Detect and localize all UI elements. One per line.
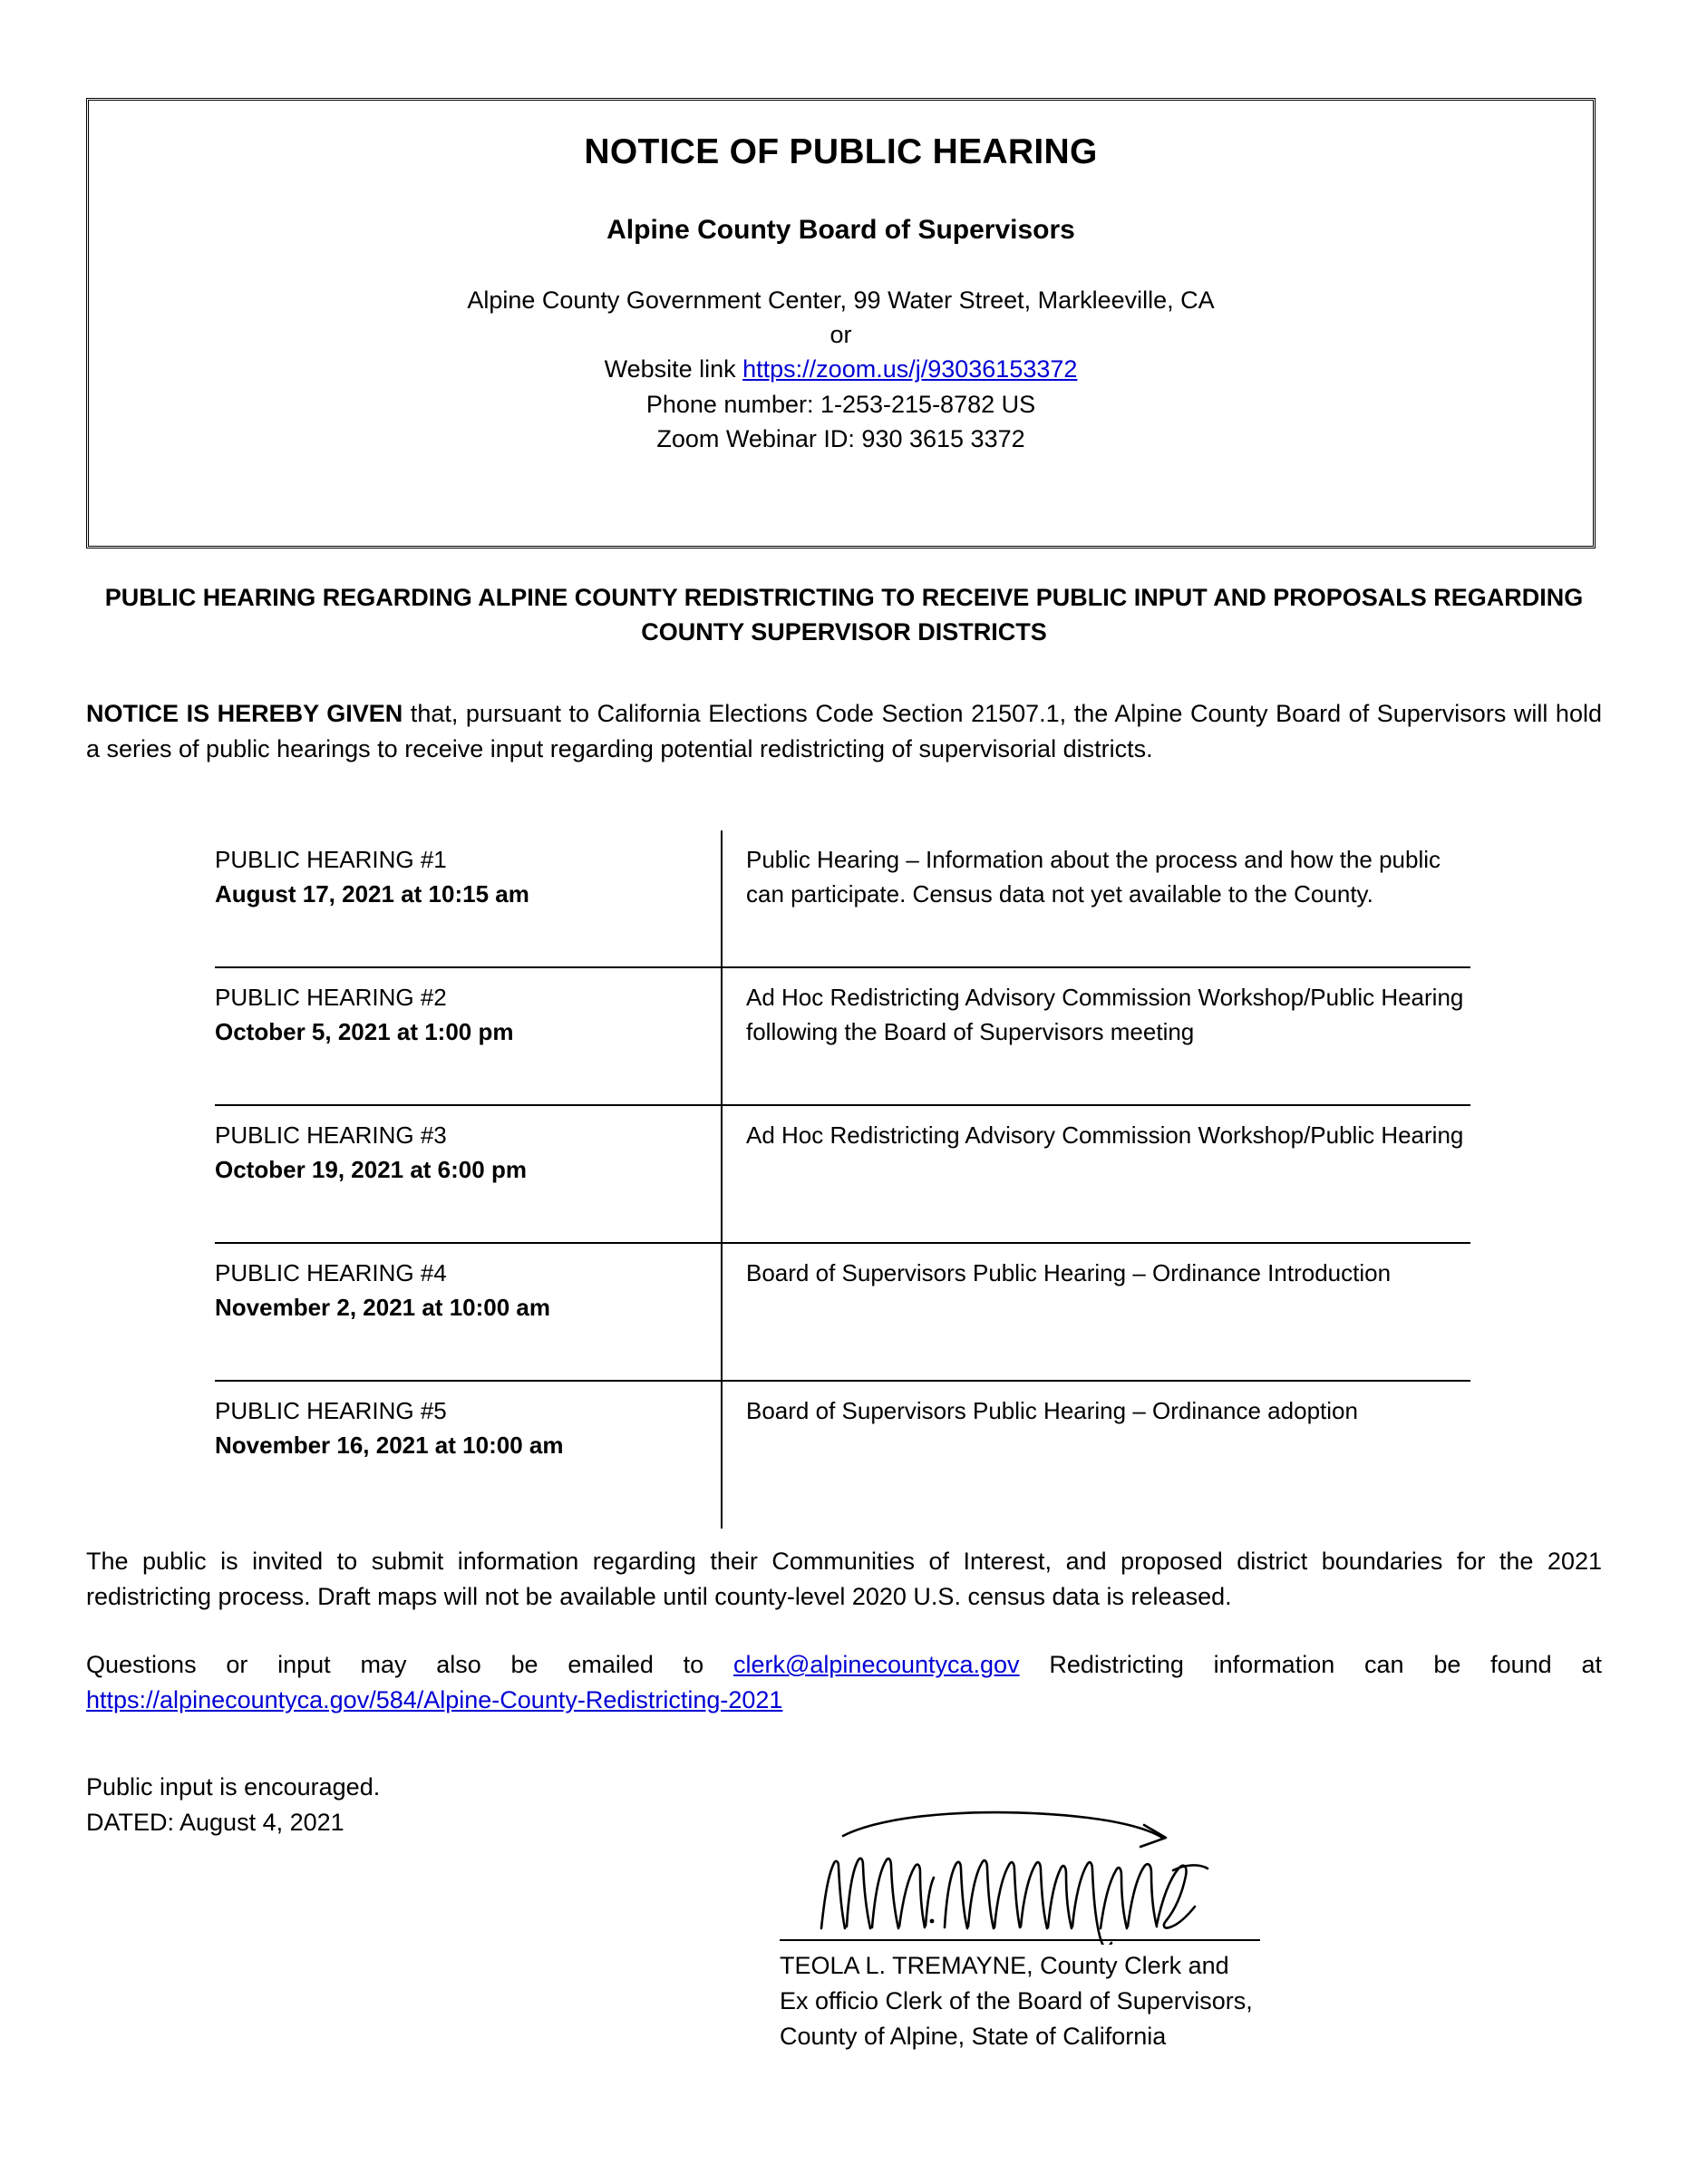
table-row	[215, 1243, 1470, 1381]
zoom-meeting-link[interactable]: https://zoom.us/j/93036153372	[742, 355, 1078, 383]
hearings-schedule-table	[215, 830, 1470, 1529]
hearing-label: PUBLIC HEARING #4	[215, 1258, 447, 1286]
page-title: NOTICE OF PUBLIC HEARING	[584, 132, 1098, 171]
meeting-phone: Phone number: 1-253-215-8782 US	[645, 390, 1036, 418]
hearing-description-cell: Board of Supervisors Public Hearing – Ordinance adoption	[722, 1381, 1470, 1529]
meeting-website-line	[89, 352, 1593, 386]
hearing-when-cell	[215, 1243, 722, 1381]
hearing-description-cell: Public Hearing – Information about the process and how the public can participate. Census data not yet available to the County.	[746, 846, 1441, 908]
hearing-when-cell	[215, 967, 722, 1105]
hearing-subject-heading: PUBLIC HEARING REGARDING ALPINE COUNTY REDISTRICTING TO RECEIVE PUBLIC INPUT AND PROPOSALS REGARDING COUNTY SUPERVISOR DISTRICTS	[104, 584, 1584, 646]
dated-line: DATED: August 4, 2021	[86, 1808, 344, 1836]
hearing-label: PUBLIC HEARING #2	[215, 983, 447, 1011]
table-row	[215, 830, 1470, 967]
table-row	[215, 1381, 1470, 1529]
hearing-label: PUBLIC HEARING #1	[215, 846, 447, 873]
meeting-or-separator: or	[829, 321, 852, 349]
hearing-date: August 17, 2021 at 10:15 am	[215, 879, 529, 908]
redistricting-info-link[interactable]: https://alpinecountyca.gov/584/Alpine-County-Redistricting-2021	[86, 1685, 783, 1713]
notice-intro-paragraph	[86, 696, 1602, 767]
hearing-label: PUBLIC HEARING #3	[215, 1121, 447, 1149]
signer-name: TEOLA L. TREMAYNE, County Clerk and	[780, 1952, 1229, 1979]
hearing-date: October 5, 2021 at 1:00 pm	[215, 1017, 514, 1045]
hearing-label: PUBLIC HEARING #5	[215, 1396, 447, 1424]
signature-name-lines	[780, 1941, 1342, 2054]
signer-role: Ex officio Clerk of the Board of Supervisors,	[780, 1986, 1253, 2014]
signature-block	[780, 1800, 1342, 2054]
table-row	[215, 1105, 1470, 1243]
notice-header-box	[86, 98, 1596, 548]
meeting-details	[89, 283, 1593, 457]
board-name: Alpine County Board of Supervisors	[606, 214, 1075, 245]
questions-prefix: Questions or input may also be emailed to	[86, 1651, 733, 1678]
hearing-date: October 19, 2021 at 6:00 pm	[215, 1155, 527, 1183]
public-invitation-paragraph: The public is invited to submit information regarding their Communities of Interest, and proposed district boundaries for the 2021 redistricting process. Draft maps will not be available until county-level 2020 U.S. census data is released.	[86, 1548, 1602, 1610]
clerk-email-link[interactable]: clerk@alpinecountyca.gov	[732, 1651, 1020, 1678]
hearing-when-cell	[215, 1381, 722, 1529]
hearing-date: November 16, 2021 at 10:00 am	[215, 1431, 564, 1459]
notice-intro-text: that, pursuant to California Elections Code Section 21507.1, the Alpine County Board of Supervisors will hold a series of public hearings to receive input regarding potential redistricting of supervisorial districts.	[86, 700, 1602, 762]
table-row	[215, 967, 1470, 1105]
hearing-description-cell: Ad Hoc Redistricting Advisory Commission Workshop/Public Hearing	[722, 1105, 1470, 1243]
website-link-prefix: Website link	[604, 355, 743, 383]
hearing-when-cell	[215, 830, 722, 967]
hearing-date: November 2, 2021 at 10:00 am	[215, 1293, 550, 1321]
meeting-webinar-id: Zoom Webinar ID: 930 3615 3372	[656, 425, 1025, 453]
handwritten-signature-icon	[789, 1800, 1278, 1945]
hearing-description-cell: Board of Supervisors Public Hearing – Ordinance Introduction	[722, 1243, 1470, 1381]
public-input-encouraged: Public input is encouraged.	[86, 1773, 381, 1801]
meeting-location: Alpine County Government Center, 99 Water Street, Markleeville, CA	[467, 286, 1215, 314]
signer-jurisdiction: County of Alpine, State of California	[780, 2022, 1167, 2050]
questions-middle-text: Redistricting information can be found at	[1019, 1651, 1602, 1678]
hearing-description-cell: Ad Hoc Redistricting Advisory Commission Workshop/Public Hearing following the Board of Supervisors meeting	[722, 967, 1470, 1105]
questions-paragraph	[86, 1647, 1602, 1718]
hearing-when-cell	[215, 1105, 722, 1243]
notice-lead-in: NOTICE IS HEREBY GIVEN	[86, 700, 403, 727]
